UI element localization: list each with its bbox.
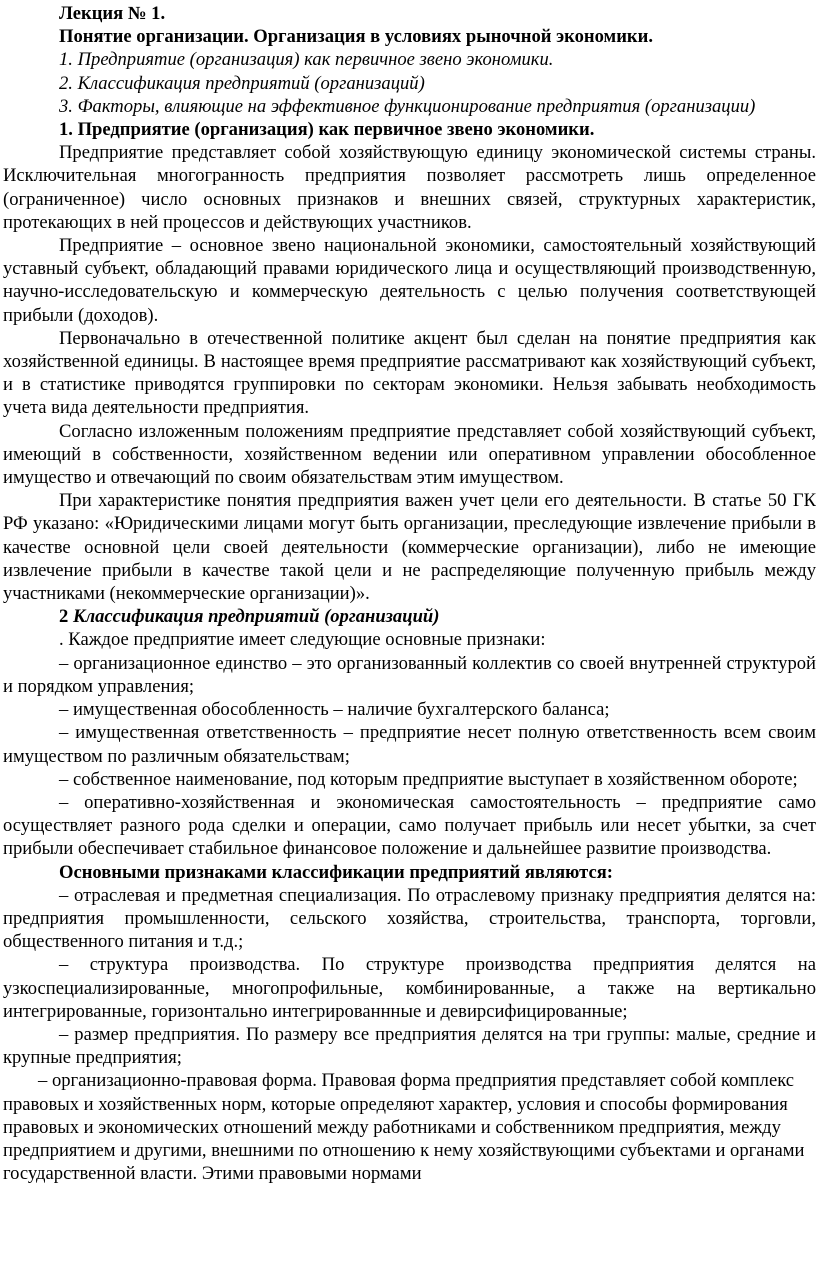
section-1-paragraph-4: Согласно изложенным положениям предприятие представляет собой хозяйствующий субъект, имеющий в собственности, хозяйственном ведении или оперативном управлении обособленное имущество и отвечающий по своим обязательствам этим имуществом. bbox=[3, 420, 816, 489]
section-2-intro: . Каждое предприятие имеет следующие основные признаки: bbox=[59, 629, 546, 651]
section-2-heading-text: Классификация предприятий (организаций) bbox=[72, 606, 440, 628]
feature-item-1: – организационное единство – это организованный коллектив со своей внутренней структурой и порядком управления; bbox=[3, 652, 816, 697]
classification-item-3: – размер предприятия. По размеру все предприятия делятся на три группы: малые, средние и крупные предприятия; bbox=[3, 1023, 816, 1069]
classification-item-1: – отраслевая и предметная специализация. По отраслевому признаку предприятия делятся на: предприятия промышленности, сельского хозяйства, строительства, транспорта, торговли, общественного питания и т.д.; bbox=[3, 884, 816, 953]
section-1-paragraph-1: Предприятие представляет собой хозяйствующую единицу экономической системы страны. Исключительная многогранность предприятия позволяет рассмотреть лишь определенное (ограниченное) число основных признаков и внешних связей, структурных характеристик, протекающих в ней процессов и действующих участников. bbox=[3, 142, 816, 233]
section-1-paragraph-2: Предприятие – основное звено национальной экономики, самостоятельный хозяйствующий уставный субъект, обладающий правами юридического лица и осуществляющий производственную, научно-исследовательскую и коммерческую деятельность с целью получения соответствующей прибыли (доходов). bbox=[3, 235, 816, 326]
lecture-number: Лекция № 1. bbox=[59, 3, 166, 24]
toc-item-2: 2. Классификация предприятий (организаций) bbox=[59, 72, 425, 94]
section-2-heading-number: 2 bbox=[59, 606, 73, 628]
toc-item-1: 1. Предприятие (организация) как первичное звено экономики. bbox=[59, 49, 554, 71]
section-1-paragraph-5: При характеристике понятия предприятия важен учет цели его деятельности. В статье 50 ГК РФ указано: «Юридическими лицами могут быть организации, преследующие извлечение прибыли в качестве основной цели своей деятельности (коммерческие организации), либо не имеющие извлечение прибыли в качестве такой цели и не распределяющие полученную прибыль между участниками (некоммерческие организации)». bbox=[3, 490, 816, 605]
classification-heading: Основными признаками классификации предприятий являются: bbox=[59, 861, 613, 883]
legal-form-paragraph: – организационно-правовая форма. Правовая форма предприятия представляет собой комплекс правовых и хозяйственных норм, которые определяют характер, условия и способы формирования правовых и экономических отношений между работниками и собственником предприятия, между предприятием и другими, внешними по отношению к нему хозяйствующими субъектами и органами государственной власти. Этими правовыми нормами bbox=[3, 1070, 805, 1185]
section-2-heading bbox=[3, 605, 816, 628]
section-1-paragraph-3: Первоначально в отечественной политике акцент был сделан на понятие предприятия как хозяйственной единицы. В настоящее время предприятие рассматривают как хозяйствующий субъект, и в статистике приводятся группировки по секторам экономики. Нельзя забывать необходимость учета вида деятельности предприятия. bbox=[3, 327, 816, 419]
feature-item-3: – имущественная ответственность – предприятие несет полную ответственность всем своим имуществом по различным обязательствам; bbox=[3, 722, 816, 767]
lecture-topic: Понятие организации. Организация в условиях рыночной экономики. bbox=[59, 26, 654, 48]
feature-item-5: – оперативно-хозяйственная и экономическая самостоятельность – предприятие само осуществляет разного рода сделки и операции, само получает прибыль или несет убытки, за счет прибыли обеспечивает стабильное финансовое положение и дальнейшее развитие производства. bbox=[3, 791, 816, 860]
feature-item-4: – собственное наименование, под которым предприятие выступает в хозяйственном обороте; bbox=[59, 768, 798, 790]
section-1-heading: 1. Предприятие (организация) как первичное звено экономики. bbox=[59, 119, 595, 141]
feature-item-2: – имущественная обособленность – наличие бухгалтерского баланса; bbox=[59, 699, 610, 721]
classification-item-2: – структура производства. По структуре производства предприятия делятся на узкоспециализированные, многопрофильные, комбинированные, а также на вертикально интегрированные, горизонтально интегрированнные и девирсифицированные; bbox=[3, 954, 816, 1022]
toc-item-3: 3. Факторы, влияющие на эффективное функционирование предприятия (организации) bbox=[59, 95, 756, 117]
